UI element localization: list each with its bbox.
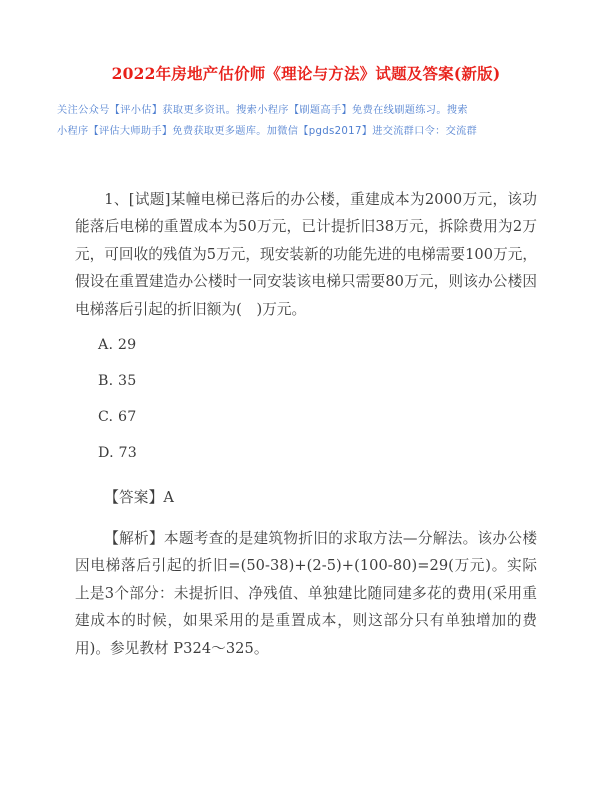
promo-line-2: 小程序【评估大师助手】免费获取更多题库。加微信【pgds2017】进交流群口令：交流群: [57, 126, 478, 137]
options-list: [75, 335, 537, 463]
promo-line-1: 关注公众号【评小估】获取更多资讯。搜索小程序【刷题高手】免费在线刷题练习。搜索: [57, 105, 468, 116]
answer-line: 【答案】A: [104, 489, 175, 507]
document-body: [75, 186, 537, 662]
question-text: 1、[试题]某幢电梯已落后的办公楼，重建成本为2000万元，该功能落后电梯的重置成本为50万元，已计提折旧38万元，拆除费用为2万元，可回收的残值为5万元，现安装新的功能先进的电梯需要100万元，假设在重置建造办公楼时一同安装该电梯只需要80万元，则该办公楼因电梯落后引起的折旧额为( )万元。: [75, 191, 538, 318]
analysis-text: 【解析】本题考查的是建筑物折旧的求取方法—分解法。该办公楼因电梯落后引起的折旧=(50-38)+(2-5)+(100-80)=29(万元)。实际上是3个部分：未提折旧、净残值、单独建比随同建多花的费用(采用重建成本的时候，如果采用的是重置成本，则这部分只有单独增加的费用)。参见教材 P324～325。: [75, 530, 537, 657]
promo-block: [57, 100, 555, 142]
option-c[interactable]: C. 67: [98, 409, 137, 426]
option-d[interactable]: D. 73: [98, 445, 137, 462]
option-b[interactable]: B. 35: [98, 373, 137, 390]
option-a[interactable]: A. 29: [98, 337, 137, 354]
page-title: 2022年房地产估价师《理论与方法》试题及答案(新版): [111, 64, 501, 83]
